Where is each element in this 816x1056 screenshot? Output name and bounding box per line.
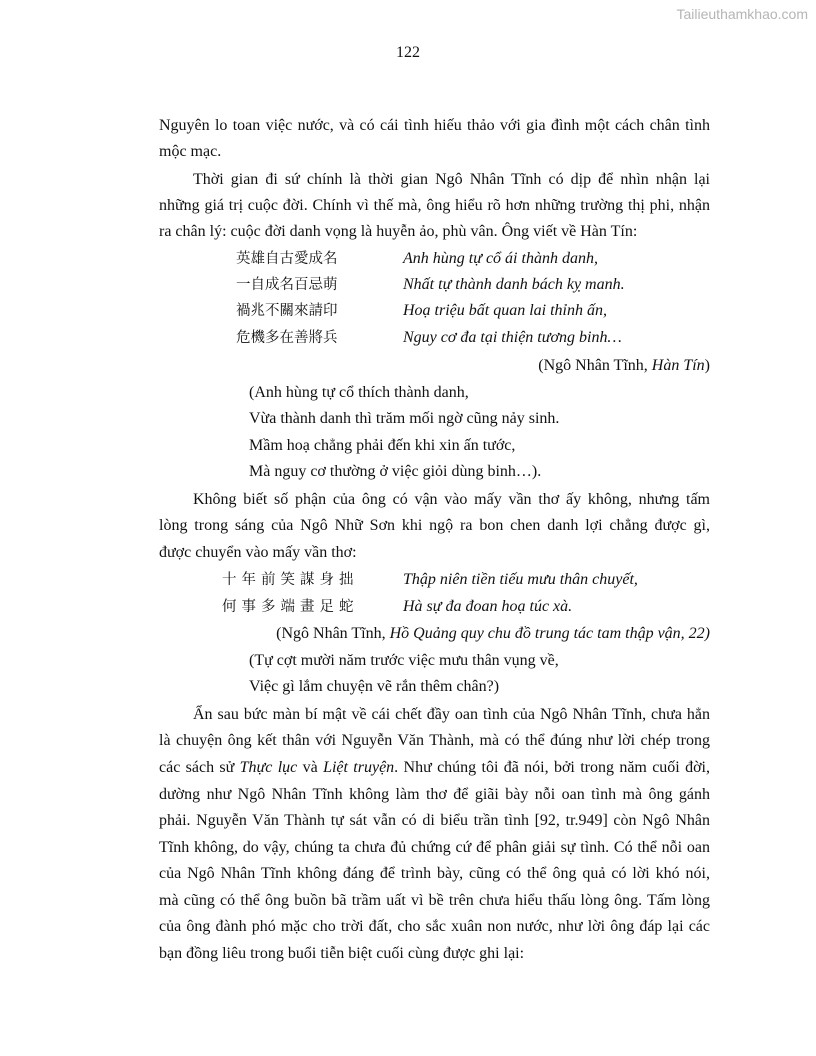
translation-verse: Mầm hoạ chẳng phải đến khi xin ấn tước, — [249, 437, 516, 454]
paragraph-line: phải. Nguyễn Văn Thành tự sát vẫn có di biểu trần tình [92, tr.949] còn Ngô Nhân — [159, 812, 710, 829]
paragraph-line: Nguyên lo toan việc nước, và có cái tình hiếu thảo với gia đình một cách chân tình — [159, 117, 710, 134]
transliteration-verse: Thập niên tiền tiếu mưu thân chuyết, — [403, 571, 638, 588]
han-verse: 英雄自古愛成名 — [236, 251, 338, 267]
page-number: 122 — [396, 44, 420, 61]
translation-verse: Vừa thành danh thì trăm mối ngờ cũng nảy sinh. — [249, 410, 560, 427]
han-verse: 一自成名百忌萌 — [236, 277, 338, 293]
poem-citation — [538, 356, 710, 376]
citation-author: (Ngô Nhân Tĩnh, — [276, 625, 390, 642]
paragraph-line: Thời gian đi sứ chính là thời gian Ngô Nhân Tĩnh có dịp để nhìn nhận lại — [193, 171, 710, 188]
paragraph-line: ra chân lý: cuộc đời danh vọng là huyễn ảo, phù vân. Ông viết về Hàn Tín: — [159, 223, 638, 240]
paragraph-line: Ẩn sau bức màn bí mật về cái chết đầy oan tình của Ngô Nhân Tĩnh, chưa hẳn — [193, 706, 710, 723]
translation-verse: Mà nguy cơ thường ở việc giỏi dùng binh…). — [249, 463, 542, 480]
book-title: Thực lục — [239, 759, 298, 776]
text-run: . Như chúng tôi đã nói, bởi trong năm cuối đời, — [394, 759, 710, 776]
citation-author: (Ngô Nhân Tĩnh, — [538, 357, 652, 374]
citation-close: ) — [704, 357, 710, 374]
paragraph-line: mà cũng có thể ông buồn bã trầm uất vì bề trên chưa hiểu thấu lòng ông. Tấm lòng — [159, 892, 710, 909]
transliteration-verse: Hoạ triệu bất quan lai thỉnh ấn, — [403, 302, 607, 319]
transliteration-verse: Nhất tự thành danh bách kỵ manh. — [403, 276, 625, 293]
translation-verse: Việc gì lắm chuyện vẽ rắn thêm chân?) — [249, 678, 500, 695]
han-verse: 危機多在善將兵 — [236, 330, 338, 346]
paragraph-line — [159, 758, 710, 778]
paragraph-line: dường như Ngô Nhân Tĩnh không làm thơ để giãi bày nỗi oan tình mà ông gánh — [159, 786, 710, 803]
paragraph-line: những giá trị cuộc đời. Chính vì thế mà, ông hiểu rõ hơn những trường thị phi, nhận — [159, 197, 710, 214]
poem-citation — [276, 624, 710, 644]
transliteration-verse: Anh hùng tự cổ ái thành danh, — [403, 250, 598, 267]
paragraph-line: mộc mạc. — [159, 143, 222, 160]
book-title: Liệt truyện — [323, 759, 395, 776]
han-verse: 十年前笑謀身拙 — [222, 572, 359, 588]
paragraph-line: là chuyện ông kết thân với Nguyễn Văn Thành, mà có thể đúng như lời chép trong — [159, 732, 710, 749]
han-verse: 禍兆不關來請印 — [236, 303, 338, 319]
translation-verse: (Tự cợt mười năm trước việc mưu thân vụng về, — [249, 652, 559, 669]
paragraph-line: của ông đành phó mặc cho trời đất, cho sắc xuân non nước, như lời ông đáp lại các — [159, 918, 710, 935]
transliteration-verse: Nguy cơ đa tại thiện tương binh… — [403, 329, 622, 346]
han-verse: 何事多端畫足蛇 — [222, 599, 359, 615]
paragraph-line: của Ngô Nhân Tĩnh không đáng để trình bày, cũng có thể ông quả có lời khó nói, — [159, 865, 710, 882]
paragraph-line: bạn đồng liêu trong buổi tiễn biệt cuối cùng được ghi lại: — [159, 945, 525, 962]
citation-title: Hàn Tín — [651, 357, 705, 374]
translation-verse: (Anh hùng tự cổ thích thành danh, — [249, 384, 469, 401]
text-run: và — [297, 759, 324, 776]
watermark: Tailieuthamkhao.com — [676, 6, 808, 22]
paragraph-line: Tĩnh không, do vậy, chúng ta chưa đủ chứng cứ để phân giải sự tình. Có thể nỗi oan — [159, 839, 710, 856]
transliteration-verse: Hà sự đa đoan hoạ túc xà. — [403, 598, 573, 615]
citation-title: Hồ Quảng quy chu đồ trung tác tam thập vận, 22) — [389, 625, 710, 642]
text-run: các sách sử — [159, 759, 240, 776]
paragraph-line: Không biết số phận của ông có vận vào mấy vần thơ ấy không, nhưng tấm — [193, 491, 710, 508]
paragraph-line: lòng trong sáng của Ngô Nhữ Sơn khi ngộ ra bon chen danh lợi chẳng được gì, — [159, 517, 710, 534]
paragraph-line: được chuyển vào mấy vần thơ: — [159, 544, 357, 561]
